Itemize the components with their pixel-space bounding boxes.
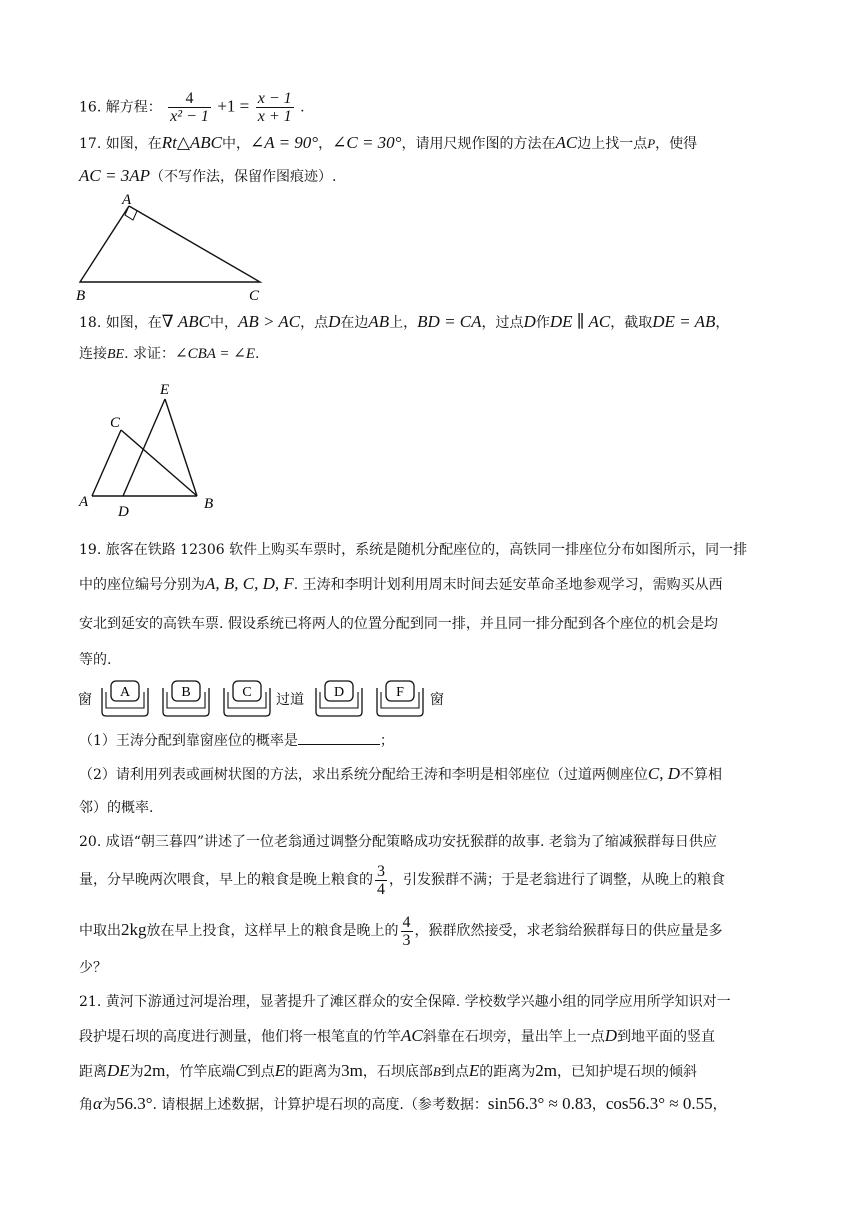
- q18-text-a: 18. 如图，在: [79, 315, 162, 331]
- q18-text-line2a: 连接: [79, 346, 107, 362]
- q18-cond-3: DE ∥ AC: [549, 312, 611, 331]
- q17-ac: AC: [555, 133, 578, 152]
- q17-text-b: 中，: [222, 136, 251, 152]
- q17-label-b: B: [76, 288, 86, 302]
- q17-text-e: ，使得: [655, 136, 698, 152]
- question-19-line-1: [79, 540, 747, 560]
- q20-text-line4: 少？: [79, 960, 107, 976]
- q17-angle-c: ∠C = 30°: [332, 133, 402, 152]
- q17-angle-a: ∠A = 90°: [250, 133, 319, 152]
- q16-mid: +1 =: [217, 96, 250, 116]
- q16-prefix: 16. 解方程：: [79, 99, 162, 116]
- q18-text-g: 作: [535, 315, 550, 331]
- question-21-line-4: [79, 1094, 727, 1115]
- q20-text-line2b: ，引发猴群不满；于是老翁进行了调整，从晚上的粮食: [389, 872, 725, 888]
- q19-sub1-text: （1）王涛分配到靠窗座位的概率是: [79, 733, 298, 749]
- q17-text-d: 边上找一点: [577, 136, 648, 152]
- q18-cond-1: AB > AC: [237, 312, 301, 331]
- q21-text-line1: 21. 黄河下游通过河堤治理，显著提升了滩区群众的安全保障. 学校数学兴趣小组的同学应用所学知识对一: [79, 994, 731, 1010]
- seat-diagram: [76, 678, 456, 720]
- q16-fraction-1: [168, 90, 211, 125]
- seat-b-label: B: [181, 685, 191, 700]
- q20-frac-b-num: 4: [402, 913, 411, 931]
- seat-f: [377, 681, 423, 716]
- q19-sub2-text-a: （2）请利用列表或画树状图的方法，求出系统分配给王涛和李明是相邻座位（过道两侧座位: [79, 767, 648, 783]
- q17-triangle-figure: [72, 190, 272, 302]
- q17-label-a: A: [122, 192, 132, 208]
- q20-text-line1: 20. 成语“朝三暮四”讲述了一位老翁通过调整分配策略成功安抚猴群的故事. 老翁为了缩减猴群每日供应: [79, 834, 717, 850]
- q16-frac2-denominator: x + 1: [257, 108, 292, 125]
- question-19-line-3: [79, 614, 718, 634]
- window-right-label: 窗: [430, 692, 444, 708]
- q18-label-b: B: [204, 496, 214, 512]
- q19-text-line1: 19. 旅客在铁路 12306 软件上购买车票时，系统是随机分配座位的，高铁同一排座位分布如图所示，同一排: [79, 542, 748, 558]
- q20-fraction-3-4: [375, 863, 387, 898]
- q19-sub-1: [79, 730, 394, 751]
- q20-text-line3a: 中取出: [79, 923, 121, 939]
- q21-text-line3i: ，已知护堤石坝的倾斜: [556, 1064, 697, 1080]
- q18-label-a: A: [79, 494, 89, 510]
- q20-fraction-4-3: [401, 914, 413, 949]
- q18-d2: D: [523, 312, 536, 331]
- q21-text-line4c: . 请根据上述数据，计算护堤石坝的高度.（参考数据：: [152, 1097, 488, 1113]
- seat-a-label: A: [119, 685, 131, 700]
- q18-cond-4: DE = AB: [652, 312, 716, 331]
- q18-figure: [72, 378, 222, 520]
- question-18-line-2: [79, 344, 259, 365]
- q20-frac-a-den: 4: [377, 880, 385, 898]
- q17-label-c: C: [249, 288, 260, 302]
- question-20-line-3: [79, 910, 723, 951]
- q21-text-line3g: 到点: [440, 1064, 469, 1080]
- question-20-line-2: [79, 860, 725, 900]
- q18-text-f: ，过点: [481, 315, 524, 331]
- question-21-line-3: [79, 1061, 697, 1082]
- q18-label-c: C: [110, 415, 121, 431]
- q16-fraction-2: [256, 90, 294, 125]
- q16-suffix: .: [300, 99, 305, 116]
- q21-cos: cos56.3° ≈ 0.55: [605, 1094, 713, 1113]
- question-20-line-4: [79, 958, 107, 978]
- q18-text-h: ，截取: [610, 315, 653, 331]
- q19-text-line3: 安北到延安的高铁车票. 假设系统已将两人的位置分配到同一排，并且同一排分配到各个座位的机会是均: [79, 616, 718, 632]
- seat-d: [316, 681, 362, 716]
- q21-3m: 3m: [341, 1061, 363, 1080]
- q19-sub2-cd: C, D: [647, 764, 681, 783]
- q19-text-line4: 等的.: [79, 652, 112, 668]
- q21-text-line3c: ，竹竿底端: [165, 1064, 236, 1080]
- question-19-line-4: [79, 650, 111, 670]
- q21-e: E: [274, 1061, 286, 1080]
- seat-c-label: C: [242, 685, 252, 700]
- q17-text-a: 17. 如图，在: [79, 136, 162, 152]
- question-17-line-2: [79, 166, 336, 187]
- question-21-line-2: [79, 1026, 715, 1047]
- q21-alpha: α: [93, 1094, 102, 1113]
- q19-sub2-text-b: 不算相: [680, 767, 723, 783]
- q18-text-line2b: . 求证：: [124, 346, 176, 362]
- q19-seats-math: A, B, C, D, F: [205, 574, 294, 593]
- seat-b: [163, 681, 209, 716]
- q21-text-line3d: 到点: [246, 1064, 275, 1080]
- q17-triangle: Rt△ABC: [161, 133, 223, 152]
- q16-frac2-numerator: x − 1: [257, 90, 292, 107]
- q20-frac-b-den: 3: [402, 931, 411, 949]
- q21-text-line4b: 为: [101, 1097, 116, 1113]
- q21-de: DE: [107, 1061, 130, 1080]
- q21-b: B: [432, 1064, 441, 1079]
- q16-frac1-denominator: x² − 1: [170, 108, 209, 125]
- q18-ab: AB: [368, 312, 390, 331]
- q18-be: BE: [107, 347, 125, 362]
- q21-text-line4e: ，: [712, 1097, 727, 1113]
- q21-2m: 2m: [143, 1061, 166, 1080]
- q19-sub-2: [79, 764, 722, 785]
- q21-ac: AC: [401, 1026, 423, 1045]
- q20-text-line3c: ，猴群欣然接受，求老翁给猴群每日的供应量是多: [414, 923, 723, 939]
- window-left-label: 窗: [78, 692, 92, 708]
- q18-text-line2c: .: [255, 346, 260, 362]
- q21-angle: 56.3°: [115, 1094, 153, 1113]
- q21-c: C: [235, 1061, 247, 1080]
- q21-text-line3b: 为: [129, 1064, 144, 1080]
- q19-sub2-text-c: 邻）的概率.: [79, 800, 154, 816]
- q21-text-line3a: 距离: [79, 1064, 107, 1080]
- q20-text-line3b: 放在早上投食，这样早上的粮食是晚上的: [146, 923, 399, 939]
- q21-text-line2b: 斜靠在石坝旁，量出竿上一点: [422, 1029, 605, 1045]
- q21-sin: sin56.3° ≈ 0.83: [487, 1094, 592, 1113]
- q18-text-i: ，: [715, 315, 730, 331]
- question-18-line-1: [79, 312, 729, 333]
- q16-frac1-numerator: 4: [168, 90, 211, 108]
- q21-text-line4a: 角: [79, 1097, 93, 1113]
- question-21-line-1: [79, 992, 731, 1012]
- q21-d: D: [604, 1026, 618, 1045]
- q19-sub1-end: ；: [379, 733, 394, 749]
- q21-text-line3e: 的距离为: [285, 1064, 342, 1080]
- q18-label-d: D: [118, 504, 129, 520]
- q18-text-b: 中，: [209, 315, 238, 331]
- q17-text-line2: （不写作法，保留作图痕迹）.: [149, 169, 337, 185]
- question-20-line-1: [79, 832, 717, 852]
- question-19-line-2: [79, 574, 723, 595]
- q18-text-c: ，点: [300, 315, 329, 331]
- seat-d-label: D: [333, 685, 345, 700]
- q18-d: D: [328, 312, 341, 331]
- q18-triangle: ∇ ABC: [161, 312, 210, 331]
- q19-sub-2-line-2: [79, 798, 153, 818]
- q21-text-line4d: ，: [591, 1097, 606, 1113]
- q19-answer-blank[interactable]: [298, 730, 380, 745]
- q19-text-line2a: 中的座位编号分别为: [79, 577, 205, 593]
- q18-text-e: 上，: [389, 315, 418, 331]
- q21-text-line3f: ，石坝底部: [362, 1064, 433, 1080]
- q21-2m-b: 2m: [535, 1061, 557, 1080]
- aisle-label: 过道: [276, 692, 304, 708]
- q21-text-line2c: 到地平面的竖直: [617, 1029, 716, 1045]
- q19-text-line2b: . 王涛和李明计划利用周末时间去延安革命圣地参观学习，需购买从西: [293, 577, 723, 593]
- q18-proof-statement: ∠CBA = ∠E: [175, 346, 255, 362]
- seat-a: [102, 681, 148, 716]
- q17-p: P: [647, 136, 656, 151]
- q21-e2: E: [468, 1061, 480, 1080]
- q17-text-c: ，请用尺规作图的方法在: [401, 136, 556, 152]
- q17-equation: AC = 3AP: [79, 166, 150, 185]
- q18-label-e: E: [160, 382, 170, 398]
- q20-text-line2a: 量，分早晚两次喂食，早上的粮食是晚上粮食的: [79, 872, 373, 888]
- q18-text-d: 在边: [340, 315, 369, 331]
- question-16: [79, 90, 305, 125]
- q20-kg: 2kg: [121, 920, 147, 939]
- q20-frac-a-num: 3: [377, 862, 385, 880]
- seat-c: [224, 681, 270, 716]
- question-17-line-1: 17. 如图，在Rt△ABC中，∠A = 90°，∠C = 30°，请用尺规作图的方法在AC边上找一点P，使得: [79, 133, 698, 152]
- q21-text-line3h: 的距离为: [479, 1064, 536, 1080]
- seat-f-label: F: [396, 685, 404, 700]
- q21-text-line2a: 段护堤石坝的高度进行测量，他们将一根笔直的竹竿: [79, 1029, 401, 1045]
- q18-cond-2: BD = CA: [417, 312, 482, 331]
